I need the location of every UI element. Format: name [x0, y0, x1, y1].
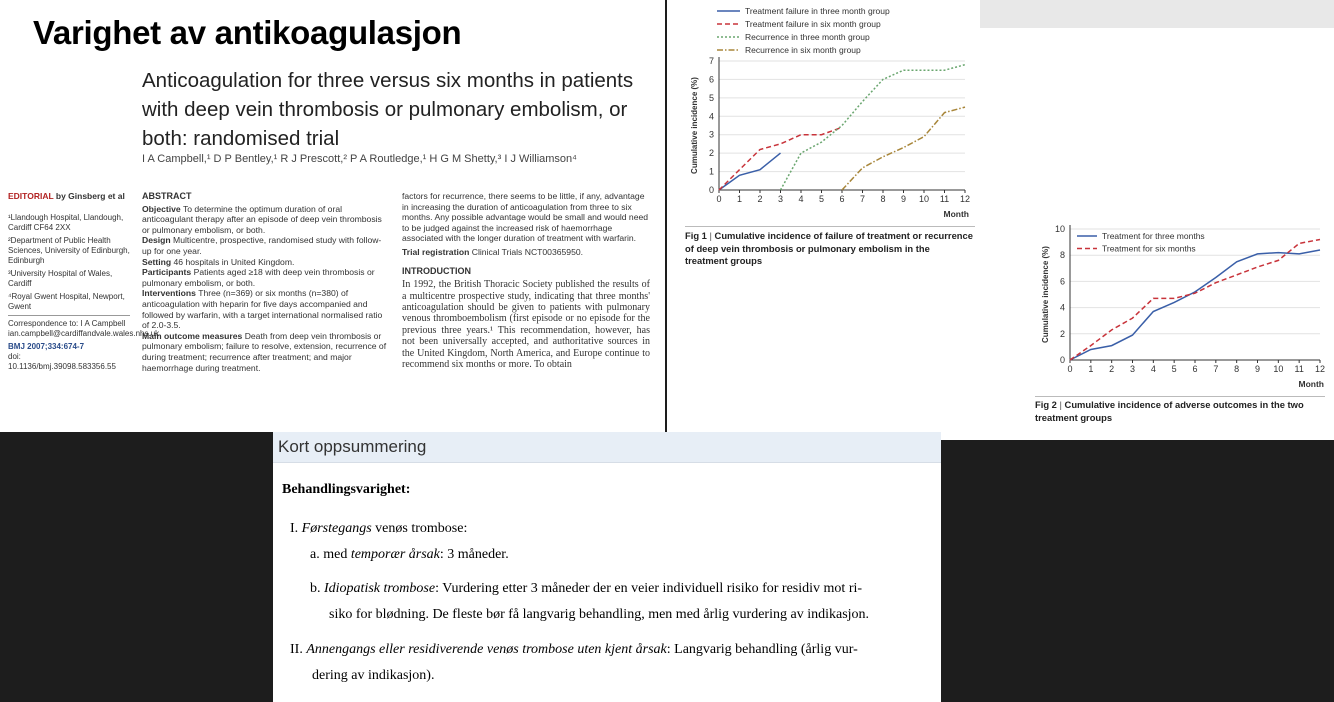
affiliation-4: ⁴Royal Gwent Hospital, Newport, Gwent	[8, 292, 125, 311]
y-tick-label: 8	[1059, 250, 1065, 261]
x-tick-label: 0	[1067, 364, 1073, 374]
fig1-chart	[667, 0, 980, 225]
summary-item-ii: II. Annengangs eller residiverende venøs trombose uten kjent årsak: Langvarig behandling (årlig vur-	[290, 642, 858, 657]
summary-item-ii-cont: dering av indikasjon).	[312, 668, 435, 683]
y-tick-label: 0	[708, 185, 714, 195]
legend-label: Treatment failure in six month group	[745, 19, 881, 29]
y-axis-label: Cumulative incidence (%)	[690, 77, 699, 174]
fig2-chart	[980, 0, 1334, 395]
legend-label: Recurrence in six month group	[745, 45, 861, 55]
series-line	[842, 107, 965, 190]
x-tick-label: 4	[1150, 364, 1156, 374]
x-tick-label: 3	[1129, 364, 1136, 374]
editorial-by: by Ginsberg et al	[55, 191, 125, 201]
paper-sidebar	[8, 191, 160, 372]
legend-label: Recurrence in three month group	[745, 32, 870, 42]
citation: BMJ 2007;334:674-7	[8, 342, 85, 351]
series-line	[1070, 250, 1320, 360]
x-tick-label: 9	[1254, 364, 1261, 374]
x-tick-label: 1	[1088, 364, 1094, 374]
x-tick-label: 11	[939, 194, 950, 204]
abstract-interventions: Interventions Three (n=369) or six months (n=380) of anticoagulation with heparin for five days accompanied and followed by warfarin, with a target international normalised ratio of 2.0-3.5.	[142, 288, 383, 331]
correspondence: Correspondence to: I A Campbell ian.campbell@cardiffandvale.wales.nhs.uk	[8, 319, 160, 338]
fig2-top-strip	[980, 0, 1334, 28]
x-tick-label: 12	[1314, 364, 1326, 374]
x-tick-label: 10	[1273, 364, 1284, 374]
affiliation-2: ²Department of Public Health Sciences, University of Edinburgh, Edinburgh	[8, 236, 130, 265]
fig2-caption: Fig 2 | Cumulative incidence of adverse outcomes in the two treatment groups	[1035, 399, 1304, 423]
x-tick-label: 7	[859, 194, 866, 204]
y-tick-label: 4	[708, 111, 714, 122]
divider	[8, 315, 130, 316]
x-tick-label: 6	[1192, 364, 1198, 374]
x-tick-label: 8	[1234, 364, 1240, 374]
summary-header: Kort oppsummering	[273, 432, 941, 463]
summary-body	[273, 463, 941, 689]
summary-item-b-cont: siko for blødning. De fleste bør få langvarig behandling, men med årlig vurdering av indikasjon.	[329, 607, 870, 622]
y-tick-label: 4	[1059, 302, 1065, 313]
paper-title: Anticoagulation for three versus six months in patients with deep vein thrombosis or pulmonary embolism, or both: randomised trial	[142, 69, 634, 150]
x-tick-label: 7	[1213, 364, 1219, 374]
summary-panel	[273, 432, 941, 702]
summary-item-i: I. Førstegangs venøs trombose:	[290, 521, 468, 536]
fig1-caption: Fig 1 | Cumulative incidence of failure of treatment or recurrence of deep vein thrombosis or pulmonary embolism in the treatment groups	[685, 230, 973, 267]
x-tick-label: 6	[839, 194, 845, 204]
y-tick-label: 6	[1059, 276, 1065, 287]
abstract-continuation: factors for recurrence, there seems to be little, if any, advantage in increasing the duration of anticoagulation from three to six months. Any possible advantage would be small and would need to be judged against the increased risk of haemorrhage associated with the longer duration of treatment with warfarin.	[402, 191, 649, 244]
legend-label: Treatment failure in three month group	[745, 6, 890, 16]
x-tick-label: 5	[818, 194, 825, 204]
y-tick-label: 6	[708, 74, 714, 85]
series-line	[1070, 240, 1320, 361]
author-list: I A Campbell,¹ D P Bentley,¹ R J Prescott,² P A Routledge,¹ H G M Shetty,³ I J Williamson⁴	[142, 153, 577, 165]
doi: doi: 10.1136/bmj.39098.583356.55	[8, 352, 116, 371]
legend-label: Treatment for three months	[1102, 231, 1205, 241]
affiliation-1: ¹Llandough Hospital, Llandough, Cardiff CF64 2XX	[8, 213, 124, 232]
x-axis-label: Month	[1298, 379, 1324, 389]
x-tick-label: 3	[777, 194, 784, 204]
affiliation-3: ³University Hospital of Wales, Cardiff	[8, 269, 113, 288]
intro-text: In 1992, the British Thoracic Society published the results of a multicentre prospective study, indicating that three months' anticoagulation should be given to patients with pulmonary venous thromboembolism (first episode or no episode for the previous three years.¹ This recommendation, however, has not been universally accepted, and authoritative sources in the United Kingdom, North America, and Europe continue to recommend six months or more. To obtain	[402, 279, 650, 370]
y-tick-label: 1	[708, 166, 714, 177]
abstract-heading: ABSTRACT	[142, 191, 192, 201]
y-tick-label: 7	[708, 56, 714, 66]
x-tick-label: 4	[798, 194, 804, 204]
trial-registration: Trial registration Clinical Trials NCT00365950.	[402, 246, 584, 257]
x-tick-label: 12	[959, 194, 971, 204]
abstract-column-2	[402, 191, 650, 370]
series-line	[719, 127, 842, 190]
intro-heading: INTRODUCTION	[402, 265, 471, 276]
x-tick-label: 5	[1171, 364, 1177, 374]
x-tick-label: 8	[880, 194, 886, 204]
y-tick-label: 10	[1054, 224, 1065, 234]
editorial-note	[8, 191, 130, 201]
y-tick-label: 0	[1059, 355, 1065, 365]
y-tick-label: 5	[708, 92, 714, 103]
x-tick-label: 2	[1109, 364, 1115, 374]
abstract	[142, 191, 387, 373]
slide-title: Varighet av antikoagulasjon	[33, 14, 462, 51]
abstract-outcome: Main outcome measures Death from deep vein thrombosis or pulmonary embolism; failure to resolve, extension, recurrence of during treatment; recurrence after treatment; and major haemorrhage during treatment.	[142, 330, 387, 373]
summary-item-b: b. Idiopatisk trombose: Vurdering etter 3 måneder der en veier individuell risiko for residiv mot ri-	[310, 581, 863, 596]
x-tick-label: 10	[918, 194, 930, 204]
abstract-objective: Objective To determine the optimum duration of oral anticoagulant therapy after an episode of deep vein thrombosis or pulmonary embolism, or both.	[142, 203, 382, 235]
abstract-setting: Setting 46 hospitals in United Kingdom.	[142, 256, 295, 267]
x-axis-label: Month	[943, 209, 969, 219]
editorial-label: EDITORIAL	[8, 191, 54, 201]
summary-item-a: a. med temporær årsak: 3 måneder.	[310, 547, 509, 562]
legend-label: Treatment for six months	[1102, 243, 1196, 254]
paper-panel	[0, 0, 665, 432]
x-tick-label: 2	[757, 194, 763, 204]
x-tick-label: 11	[1294, 364, 1304, 374]
y-tick-label: 2	[708, 148, 714, 159]
fig1-panel	[667, 0, 980, 440]
y-axis-label: Cumulative incidence (%)	[1041, 246, 1050, 343]
summary-heading: Behandlingsvarighet:	[282, 482, 411, 497]
fig2-panel	[980, 0, 1334, 440]
abstract-design: Design Multicentre, prospective, randomised study with follow-up for one year.	[142, 235, 382, 256]
x-tick-label: 0	[716, 194, 722, 204]
x-tick-label: 1	[736, 194, 743, 204]
y-tick-label: 2	[1059, 328, 1065, 339]
fig2-rule	[1035, 396, 1325, 397]
y-tick-label: 3	[708, 129, 714, 140]
x-tick-label: 9	[900, 194, 907, 204]
fig1-rule	[685, 226, 975, 227]
abstract-participants: Participants Patients aged ≥18 with deep vein thrombosis or pulmonary embolism, or both.	[142, 267, 375, 288]
